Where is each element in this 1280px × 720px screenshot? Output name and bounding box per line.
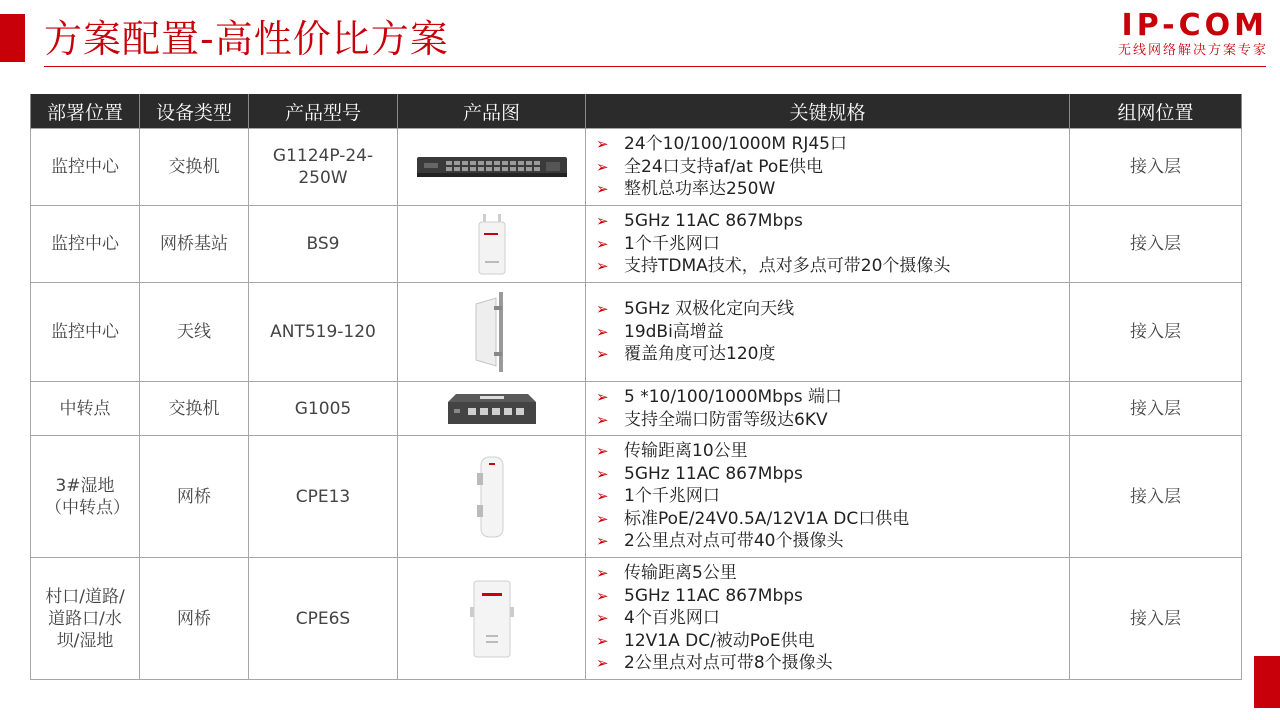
corner-accent-bar: [1254, 656, 1280, 708]
cell-specs: [586, 129, 1070, 206]
cell-device-type: 交换机: [140, 382, 249, 436]
cell-network-position: 接入层: [1070, 129, 1242, 206]
spec-item: ➢ 支持TDMA技术，点对多点可带20个摄像头: [596, 256, 951, 277]
bullet-arrow-icon: ➢: [596, 345, 609, 364]
cell-location: 监控中心: [31, 129, 140, 206]
model-text: G1124P-24-250W: [272, 146, 374, 188]
bullet-arrow-icon: ➢: [596, 234, 609, 253]
cell-image: [398, 129, 586, 206]
cell-network-position: 接入层: [1070, 206, 1242, 283]
cell-device-type: 网桥: [140, 436, 249, 558]
bullet-arrow-icon: ➢: [596, 631, 609, 650]
bullet-arrow-icon: ➢: [596, 654, 609, 673]
table-row: [31, 283, 1242, 382]
spec-item: ➢ 覆盖角度可达120度: [596, 344, 776, 365]
logo-tagline: 无线网络解决方案专家: [1117, 43, 1268, 58]
cell-model: ANT519-120: [249, 283, 398, 382]
title-accent-bar: [0, 14, 25, 62]
header-device-type: 设备类型: [140, 94, 249, 129]
cell-network-position: 接入层: [1070, 436, 1242, 558]
table-row: [31, 129, 1242, 206]
spec-item: ➢ 5 *10/100/1000Mbps 端口: [596, 387, 843, 407]
spec-item: ➢ 24个10/100/1000M RJ45口: [596, 134, 847, 155]
spec-item: ➢ 标准PoE/24V0.5A/12V1A DC口供电: [596, 508, 910, 529]
header-model: 产品型号: [249, 94, 398, 129]
bullet-arrow-icon: ➢: [596, 157, 609, 176]
cell-location: 监控中心: [31, 206, 140, 283]
header-specs: 关键规格: [586, 94, 1070, 129]
header-image: 产品图: [398, 94, 586, 129]
cell-location: [31, 558, 140, 680]
spec-item: ➢ 5GHz 11AC 867Mbps: [596, 211, 803, 232]
cell-image: [398, 283, 586, 382]
base-station-icon: [475, 213, 509, 275]
cell-image: [398, 206, 586, 283]
spec-item: ➢ 传输距离5公里: [596, 563, 737, 584]
cell-device-type: 天线: [140, 283, 249, 382]
cell-specs: [586, 436, 1070, 558]
cell-device-type: 交换机: [140, 129, 249, 206]
cell-model: G1005: [249, 382, 398, 436]
cell-image: [398, 382, 586, 436]
spec-item: ➢ 全24口支持af/at PoE供电: [596, 156, 824, 177]
cell-location: [31, 436, 140, 558]
cell-network-position: 接入层: [1070, 382, 1242, 436]
cell-image: [398, 558, 586, 680]
table-row: [31, 382, 1242, 436]
bullet-arrow-icon: ➢: [596, 322, 609, 341]
bullet-arrow-icon: ➢: [596, 212, 609, 231]
config-table: [30, 94, 1242, 680]
bullet-arrow-icon: ➢: [596, 388, 609, 406]
cell-specs: [586, 206, 1070, 283]
cell-specs: [586, 382, 1070, 436]
cell-image: [398, 436, 586, 558]
table-header-row: [31, 94, 1242, 129]
bullet-arrow-icon: ➢: [596, 257, 609, 276]
cell-model: [249, 129, 398, 206]
title-divider: [44, 66, 1266, 67]
desktop-switch-icon: [446, 392, 538, 426]
brand-logo: [1078, 10, 1268, 64]
header-location: 部署位置: [31, 94, 140, 129]
bullet-arrow-icon: ➢: [596, 442, 609, 461]
spec-item: ➢ 4个百兆网口: [596, 608, 720, 629]
bullet-arrow-icon: ➢: [596, 609, 609, 628]
cpe-bridge-icon: [472, 455, 512, 539]
cell-model: CPE6S: [249, 558, 398, 680]
rack-switch-icon: [416, 154, 568, 180]
sector-antenna-icon: [472, 290, 512, 374]
cell-location: 中转点: [31, 382, 140, 436]
cell-model: BS9: [249, 206, 398, 283]
table-row: [31, 436, 1242, 558]
logo-wordmark: IP-COM: [1121, 8, 1268, 43]
cell-device-type: 网桥基站: [140, 206, 249, 283]
spec-item: ➢ 5GHz 11AC 867Mbps: [596, 463, 803, 484]
bullet-arrow-icon: ➢: [596, 532, 609, 551]
bullet-arrow-icon: ➢: [596, 487, 609, 506]
spec-item: ➢ 12V1A DC/被动PoE供电: [596, 630, 815, 651]
location-text: 村口/道路/道路口/水坝/湿地: [45, 586, 125, 651]
page-title: 方案配置-高性价比方案: [44, 17, 449, 61]
spec-item: ➢ 1个千兆网口: [596, 233, 720, 254]
cell-device-type: 网桥: [140, 558, 249, 680]
spec-item: ➢ 1个千兆网口: [596, 486, 720, 507]
bullet-arrow-icon: ➢: [596, 564, 609, 583]
bullet-arrow-icon: ➢: [596, 300, 609, 319]
location-text: 3#湿地（中转点）: [45, 475, 130, 518]
spec-item: ➢ 19dBi高增益: [596, 321, 724, 342]
bullet-arrow-icon: ➢: [596, 464, 609, 483]
bullet-arrow-icon: ➢: [596, 509, 609, 528]
spec-item: ➢ 5GHz 11AC 867Mbps: [596, 585, 803, 606]
cell-location: 监控中心: [31, 283, 140, 382]
cell-specs: [586, 558, 1070, 680]
bullet-arrow-icon: ➢: [596, 135, 609, 154]
spec-item: ➢ 支持全端口防雷等级达6KV: [596, 409, 828, 430]
bullet-arrow-icon: ➢: [596, 410, 609, 429]
spec-item: ➢ 5GHz 双极化定向天线: [596, 299, 795, 320]
cell-model: CPE13: [249, 436, 398, 558]
bullet-arrow-icon: ➢: [596, 180, 609, 199]
spec-item: ➢ 传输距离10公里: [596, 441, 748, 462]
panel-bridge-icon: [468, 577, 516, 661]
spec-item: ➢ 2公里点对点可带40个摄像头: [596, 531, 844, 552]
spec-item: ➢ 整机总功率达250W: [596, 179, 776, 200]
cell-network-position: 接入层: [1070, 558, 1242, 680]
spec-item: ➢ 2公里点对点可带8个摄像头: [596, 653, 833, 674]
table-row: [31, 206, 1242, 283]
cell-network-position: 接入层: [1070, 283, 1242, 382]
cell-specs: [586, 283, 1070, 382]
header-network-position: 组网位置: [1070, 94, 1242, 129]
bullet-arrow-icon: ➢: [596, 586, 609, 605]
table-row: [31, 558, 1242, 680]
